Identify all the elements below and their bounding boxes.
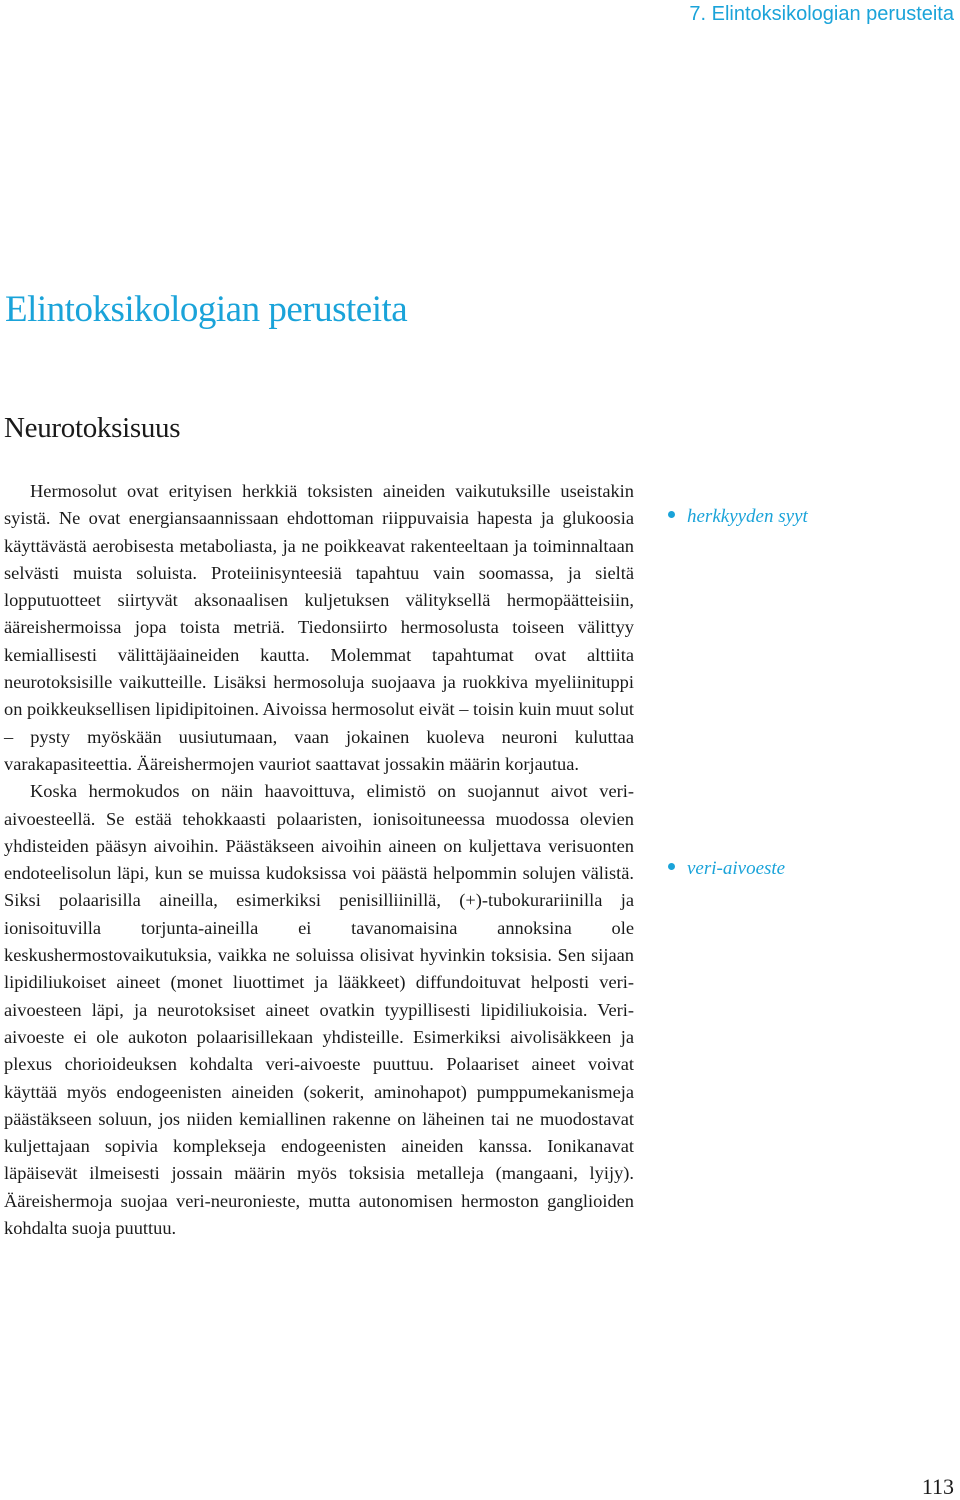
bullet-icon <box>668 863 675 870</box>
page-number: 113 <box>921 1474 954 1499</box>
paragraph-1: Hermosolut ovat erityisen herkkiä toksisten aineiden vaikutuksille useistakin syistä. Ne ovat energiansaannissaan ehdottoman riippuvaisia hapesta ja glukoosia käyttävästä aerobisesta metaboliasta, ja ne poikkeavat rakenteeltaan ja toiminnaltaan selvästi muista soluista. Proteiinisynteesiä tapahtuu vain soomassa, ja sieltä lopputuotteet siirtyvät aksonaalisen kuljetuksen välityksellä hermopäätteisiin, ääreishermoissa jopa toista metriä. Tiedonsiirto hermosolusta toiseen välittyy kemiallisesti välittäjäaineiden kautta. Molemmat tapahtumat ovat alttiita neurotoksisille vaikutteille. Lisäksi hermosoluja suojaava ja ruokkiva myeliinituppi on poikkeuksellisen lipidipitoinen. Aivoissa hermosolut eivät – toisin kuin muut solut – pysty myöskään uusiutumaan, vaan jokainen kuoleva neuroni kuluttaa varakapasiteettia. Ääreishermojen vauriot saattavat jossakin määrin korjautua. <box>4 481 634 774</box>
chapter-title: Elintoksikologian perusteita <box>5 289 408 330</box>
margin-note-herkkyyden-syyt <box>668 506 808 528</box>
body-text <box>4 478 634 1242</box>
paragraph-2: Koska hermokudos on näin haavoittuva, elimistö on suojannut aivot veri-aivoesteellä. Se estää tehokkaasti polaaristen, ionisoituneessa muodossa olevien yhdisteiden pääsyn aivoihin. Päästäkseen aivoihin aineen on kuljettava verisuonten endoteelisolun läpi, kun se muissa kudoksissa voi päästä helpommin solujen välistä. Siksi polaarisilla aineilla, esimerkiksi penisilliinillä, (+)-tubokurariinilla ja ionisoituvilla torjunta-aineilla ei tavanomaisina annoksina ole keskushermostovaikutuksia, vaikka ne soluissa olisivat hyvinkin toksisia. Sen sijaan lipidiliukoiset aineet (monet liuottimet ja lääkkeet) diffundoituvat helposti veri-aivoesteen läpi, ja neurotoksiset aineet ovatkin tyypillisesti lipidiliukoisia. Veri-aivoeste ei ole aukoton polaarisillekaan yhdisteille. Esimerkiksi aivolisäkkeen ja plexus chorioideuksen kohdalta veri-aivoeste puuttuu. Polaariset aineet voivat käyttää myös endogeenisten aineiden (sokerit, aminohapot) pumppumekanismeja päästäkseen soluun, jos niiden kemiallinen rakenne on läheinen tai ne muodostavat kuljettajaan sopivia komplekseja endogeenisten aineiden kanssa. Ionikanavat läpäisevät ilmeisesti jossain määrin myös toksisia metalleja (mangaani, lyijy). Ääreishermoja suojaa veri-neuronieste, mutta autonomisen hermoston ganglioiden kohdalta suoja puuttuu. <box>4 781 634 1239</box>
bullet-icon <box>668 511 675 518</box>
running-header: 7. Elintoksikologian perusteita <box>689 3 954 25</box>
margin-note-label: veri-aivoeste <box>687 858 786 879</box>
section-heading: Neurotoksisuus <box>4 412 181 444</box>
margin-note-label: herkkyyden syyt <box>687 506 808 527</box>
margin-note-veri-aivoeste <box>668 858 785 880</box>
